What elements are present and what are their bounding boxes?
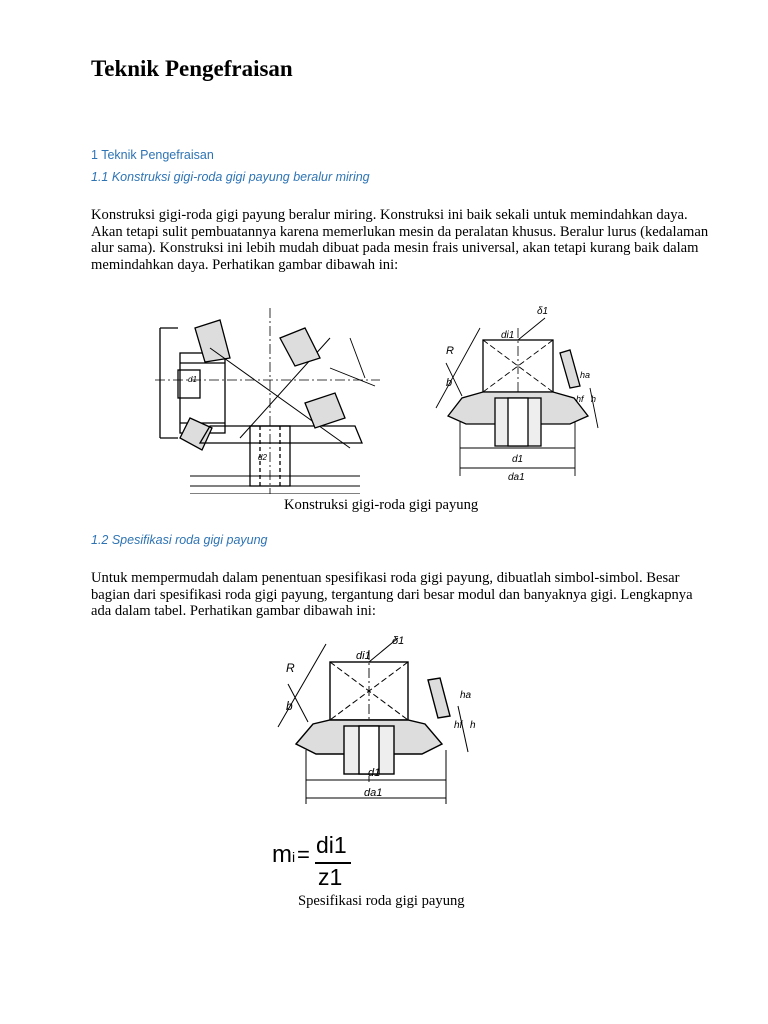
fig1-label-delta1: δ1 <box>537 306 549 317</box>
section-heading-1: 1 Teknik Pengefraisan <box>91 148 214 162</box>
formula-lhs <box>272 842 295 870</box>
figure-caption-2: Spesifikasi roda gigi payung <box>298 893 465 909</box>
fig2-label-b: b <box>286 699 293 713</box>
meshing-bevel-gears-drawing <box>155 308 380 494</box>
figure-bevel-gear-construction <box>150 298 600 494</box>
fig1-label-d1: d1 <box>512 454 524 465</box>
fig2-label-di1: di1 <box>356 650 371 662</box>
fig2-label-hf: hf <box>454 720 463 731</box>
fig2-label-delta1: δ1 <box>392 635 405 647</box>
page-title: Teknik Pengefraisan <box>91 56 293 81</box>
fig1-label-da1: da1 <box>508 472 525 483</box>
label-left-d2: d2 <box>258 453 267 462</box>
fig1-label-hf: hf <box>576 394 584 404</box>
fig2-label-da1: da1 <box>364 787 383 799</box>
fig1-label-di1: di1 <box>501 330 515 341</box>
fig2-label-h: h <box>470 720 476 731</box>
fig1-label-R: R <box>446 345 454 357</box>
fig1-label-b: b <box>446 377 453 389</box>
section-heading-1-2: 1.2 Spesifikasi roda gigi payung <box>91 533 268 547</box>
figure-caption-1: Konstruksi gigi-roda gigi payung <box>284 497 479 513</box>
formula-numerator: di1 <box>316 832 347 858</box>
formula-denominator: z1 <box>318 864 343 890</box>
fig2-label-ha: ha <box>460 690 472 701</box>
formula-m: m <box>272 841 292 868</box>
figure-bevel-gear-specification <box>258 632 503 810</box>
paragraph-spesifikasi: Untuk mempermudah dalam penentuan spesifikasi roda gigi payung, dibuatlah simbol-simbol. Besar bagian dari spesifikasi roda gigi payung, tergantung dari besar modul dan banyaknya gigi. Lengkapnya ada dalam tabel. Perhatikan gambar dibawah ini: <box>91 570 693 619</box>
label-left-d1: d1 <box>188 375 197 384</box>
section-heading-1-1: 1.1 Konstruksi gigi-roda gigi payung beralur miring <box>91 170 370 184</box>
fig1-label-h: h <box>591 394 597 404</box>
fig2-label-d1: d1 <box>368 767 381 779</box>
single-bevel-gear-drawing <box>436 318 598 476</box>
fig1-label-ha: ha <box>580 370 591 380</box>
paragraph-konstruksi: Konstruksi gigi-roda gigi payung beralur miring. Konstruksi ini baik sekali untuk memindahkan daya. Akan tetapi sulit pembuatannya karena memerlukan mesin da peralatan khusus. Beralur lurus (kedalaman alur sama). Konstruksi ini lebih mudah dibuat pada mesin frais universal, akan tetapi kurang baik dalam memindahkan daya. Perhatikan gambar dibawah ini: <box>91 207 709 273</box>
formula-equals: = <box>297 842 310 867</box>
fig2-label-R: R <box>286 661 295 675</box>
formula-m-sub: i <box>292 849 296 865</box>
